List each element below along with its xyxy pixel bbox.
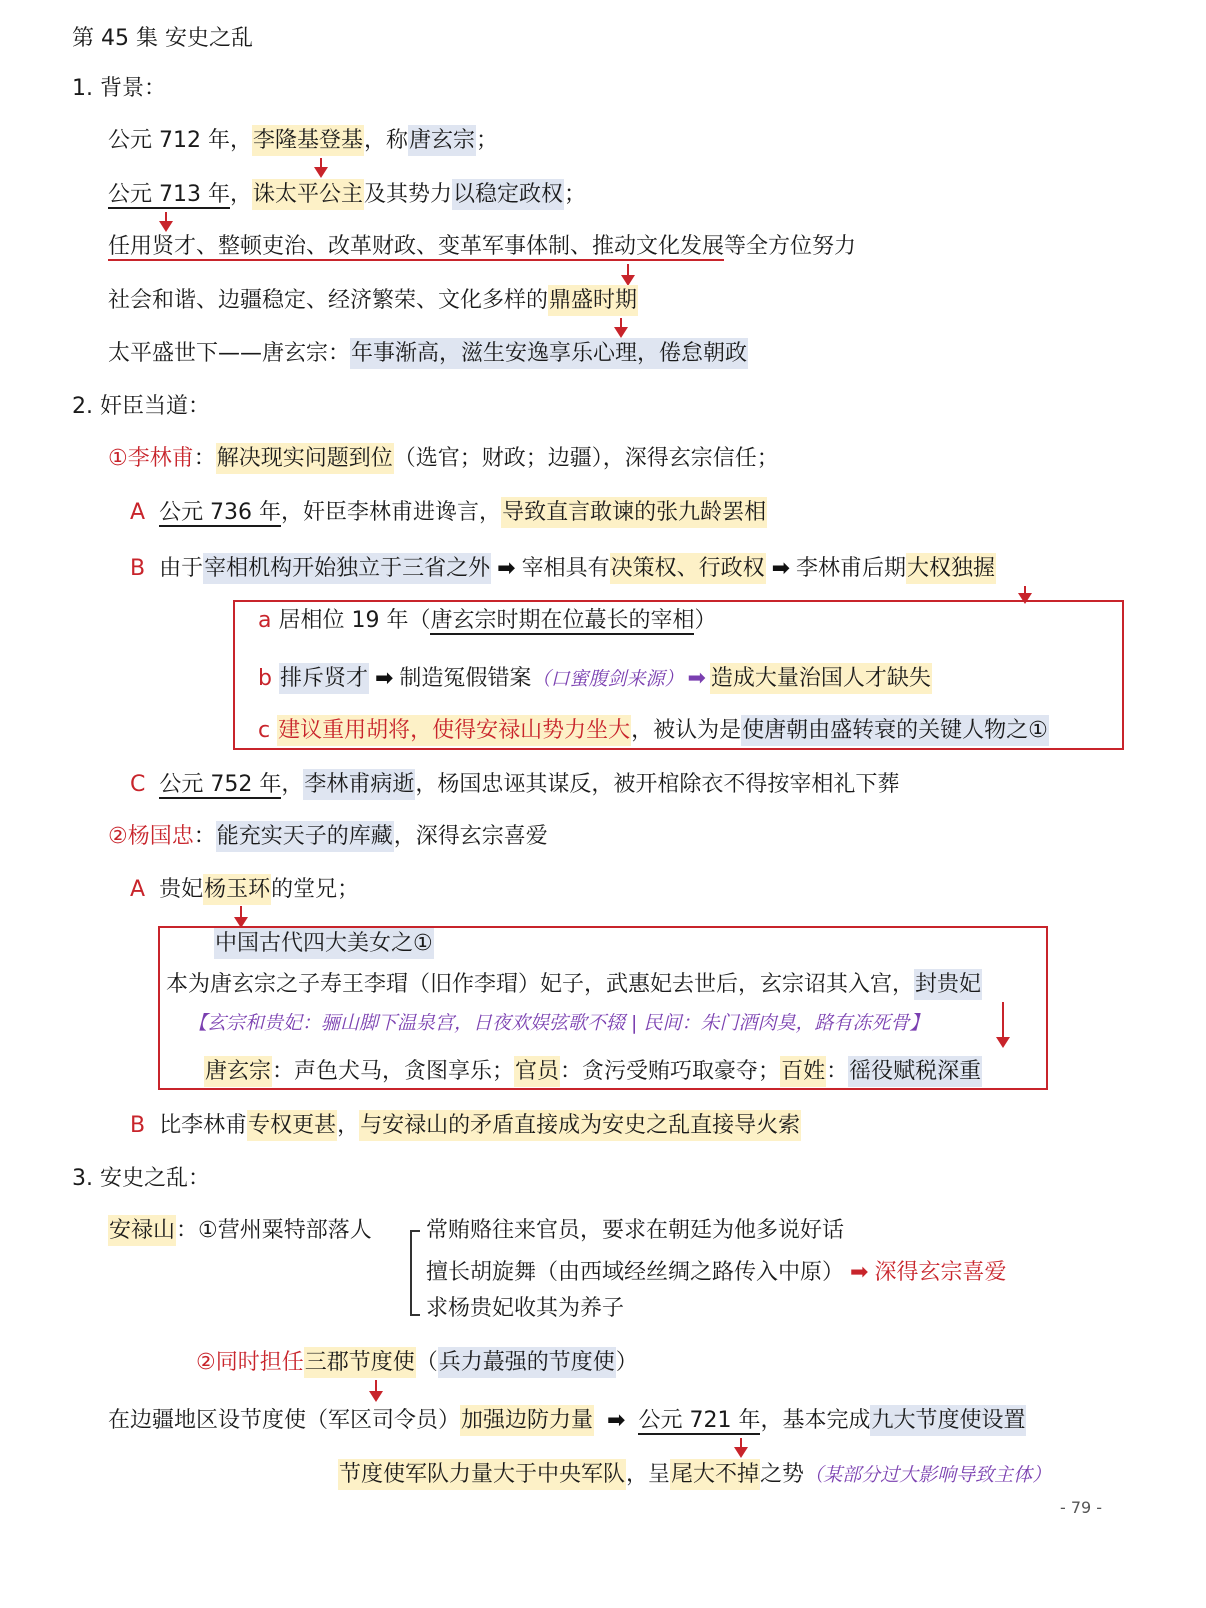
highlight: 排斥贤才: [279, 663, 369, 694]
text: ，被认为是: [631, 718, 742, 743]
bracket-item-2: [426, 1258, 1006, 1288]
marker: A: [130, 500, 146, 525]
highlight: 诛太平公主: [252, 179, 364, 210]
text: 李林甫后期: [796, 556, 907, 581]
bg-line-1: [108, 126, 498, 156]
arrow-right-icon: ➡: [771, 556, 791, 581]
down-arrow: [627, 264, 629, 276]
text: （: [415, 1350, 438, 1375]
text: 等全方位努力: [724, 234, 857, 259]
highlight: 中国古代四大美女之①: [214, 928, 434, 959]
text: ：: [193, 824, 216, 849]
down-arrow: [240, 906, 242, 918]
text: 太平盛世下——唐玄宗：: [108, 341, 351, 366]
highlight: 能充实天子的库藏: [216, 821, 394, 852]
highlight: 大权独握: [906, 553, 996, 584]
section-3-heading: 3. 安史之乱：: [72, 1166, 210, 1191]
section-1-heading: 1. 背景：: [72, 76, 166, 101]
bracket-item-3: 求杨贵妃收其为养子: [426, 1296, 625, 1321]
down-arrow: [1002, 1002, 1004, 1038]
text: 公元 736 年: [159, 500, 282, 525]
arrow-right-icon: ➡: [497, 556, 516, 581]
arrow-right-icon: ➡: [607, 1408, 626, 1433]
text: 深得玄宗喜爱: [874, 1260, 1007, 1285]
li-linfu-line: [108, 444, 779, 474]
highlight: 兵力蕞强的节度使: [438, 1347, 616, 1378]
highlight: 以稳定政权: [452, 179, 564, 210]
highlight: 解决现实问题到位: [216, 443, 394, 474]
marker: b: [258, 666, 272, 691]
highlight: 唐玄宗: [204, 1056, 272, 1087]
text: 本为唐玄宗之子寿王李瑁（旧作李瑁）妃子，武惠妃去世后，玄宗诏其入宫，: [166, 972, 915, 997]
yang-guozhong-item-a: [130, 875, 359, 905]
box2-annotation: 【玄宗和贵妃：骊山脚下温泉宫，日夜欢娱弦歌不辍 | 民间：朱门酒肉臭，路有冻死骨】: [188, 1012, 929, 1034]
marker: a: [258, 608, 272, 633]
text: 公元 713 年: [108, 182, 230, 207]
text: ，: [229, 182, 252, 207]
text: 比李林甫: [159, 1113, 248, 1138]
bracket-item-1: 常贿赂往来官员，要求在朝廷为他多说好话: [426, 1218, 845, 1243]
highlight: 年事渐高，滋生安逸享乐心理，倦怠朝政: [350, 338, 748, 369]
highlight: 唐玄宗: [408, 125, 476, 156]
text: 及其势力: [364, 182, 453, 207]
down-arrow: [320, 158, 322, 168]
text: ：: [826, 1059, 849, 1084]
text: 的堂兄；: [271, 877, 360, 902]
highlight: 李隆基登基: [252, 125, 364, 156]
highlight: 尾大不掉: [670, 1459, 760, 1490]
text: ①李林甫: [108, 446, 194, 471]
marker: B: [130, 1113, 146, 1138]
highlight: 使唐朝由盛转衰的关键人物之①: [741, 715, 1049, 746]
down-arrow: [740, 1438, 742, 1448]
box2-line-4: [204, 1057, 982, 1087]
bracket: [410, 1230, 420, 1316]
text: ，奸臣李林甫进谗言，: [281, 500, 502, 525]
highlight: 建议重用胡将，使得安禄山势力坐大: [277, 715, 631, 746]
down-arrow: [1024, 586, 1026, 594]
text: 公元 752 年: [159, 772, 282, 797]
text: ）: [694, 608, 717, 633]
text: ，呈: [626, 1462, 671, 1487]
text: （选官；财政；边疆），深得玄宗信任；: [393, 446, 779, 471]
text: ，称: [364, 128, 409, 153]
jiedushi-line: [108, 1406, 1026, 1436]
text: 贵妃: [159, 877, 204, 902]
highlight: 节度使军队力量大于中央军队: [338, 1459, 626, 1490]
highlight: 造成大量治国人才缺失: [710, 663, 932, 694]
text: 任用贤才、整顿吏治、改革财政、变革军事体制、推动文化发展: [108, 234, 725, 259]
text: ：贪污受贿巧取豪夺；: [560, 1059, 781, 1084]
marker: C: [130, 772, 146, 797]
li-linfu-item-b: [130, 554, 996, 584]
text: ②同时担任: [196, 1350, 304, 1375]
yang-guozhong-item-b: [130, 1111, 801, 1141]
page-title: 第 45 集 安史之乱: [72, 26, 253, 51]
bg-line-3: [108, 232, 856, 262]
highlight: 与安禄山的矛盾直接成为安史之乱直接导火索: [359, 1110, 801, 1141]
box1-line-c: [258, 716, 1049, 746]
text: 公元 721 年: [638, 1408, 761, 1433]
highlight: 加强边防力量: [460, 1405, 594, 1436]
marker: c: [258, 718, 271, 743]
highlight: 九大节度使设置: [870, 1405, 1026, 1436]
highlight: 鼎盛时期: [548, 285, 638, 316]
highlight: 封贵妃: [914, 969, 982, 1000]
text: ：: [193, 446, 216, 471]
bg-line-4: [108, 286, 638, 316]
section-2-heading: 2. 奸臣当道：: [72, 394, 210, 419]
annotation: （某部分过大影响导致主体）: [804, 1464, 1052, 1486]
box2-line-2: [166, 970, 982, 1000]
an-lushan-point-2: [196, 1348, 638, 1378]
text: ；: [564, 182, 587, 207]
text: 公元 712 年，: [108, 128, 252, 153]
highlight: 三郡节度使: [304, 1347, 416, 1378]
yang-guozhong-line: [108, 822, 548, 852]
text: 由于: [159, 556, 204, 581]
text: ：声色犬马，贪图享乐；: [272, 1059, 515, 1084]
text: 唐玄宗时期在位蕞长的宰相: [430, 608, 695, 633]
down-arrow: [375, 1380, 377, 1392]
jiedushi-result-line: [338, 1460, 1051, 1490]
text: 擅长胡旋舞（由西域经丝绸之路传入中原）: [426, 1260, 845, 1285]
highlight: 官员: [514, 1056, 560, 1087]
highlight: 宰相机构开始独立于三省之外: [203, 553, 491, 584]
down-arrow: [165, 212, 167, 222]
marker: B: [130, 556, 146, 581]
text: ，杨国忠诬其谋反，被开棺除衣不得按宰相礼下葬: [415, 772, 900, 797]
text: 宰相具有: [521, 556, 610, 581]
text: ，基本完成: [760, 1408, 871, 1433]
li-linfu-item-c: [130, 770, 899, 800]
highlight: 决策权、行政权: [610, 553, 766, 584]
down-arrow: [620, 318, 622, 328]
text: ②杨国忠: [108, 824, 194, 849]
highlight: 李林甫病逝: [303, 769, 415, 800]
arrow-right-icon: ➡: [850, 1260, 869, 1285]
text: ；: [476, 128, 499, 153]
text: 在边疆地区设节度使（军区司令员）: [108, 1408, 461, 1433]
text: ，: [337, 1113, 360, 1138]
an-lushan-line: [108, 1216, 372, 1246]
text: ，深得玄宗喜爱: [393, 824, 548, 849]
box1-line-b: [258, 664, 932, 694]
text: ）: [615, 1350, 638, 1375]
box1-line-a: [258, 606, 717, 636]
highlight: 杨玉环: [203, 874, 271, 905]
bg-line-5: [108, 339, 748, 369]
li-linfu-item-a: [130, 498, 767, 528]
highlight: 百姓: [780, 1056, 826, 1087]
text: 社会和谐、边疆稳定、经济繁荣、文化多样的: [108, 288, 549, 313]
annotation: （口蜜腹剑来源）: [531, 668, 684, 690]
page-number: - 79 -: [1060, 1498, 1103, 1517]
highlight: 导致直言敢谏的张九龄罢相: [501, 497, 767, 528]
box2-line-1: [214, 929, 434, 959]
text: ：①营州粟特部落人: [176, 1218, 372, 1243]
highlight: 专权更甚: [247, 1110, 337, 1141]
text: ，: [281, 772, 304, 797]
bg-line-2: [108, 180, 586, 210]
text: 之势: [760, 1462, 805, 1487]
highlight: 安禄山: [108, 1215, 176, 1246]
marker: A: [130, 877, 146, 902]
text: 居相位 19 年（: [278, 608, 431, 633]
highlight: 徭役赋税深重: [848, 1056, 982, 1087]
arrow-right-icon: ➡: [687, 666, 706, 691]
arrow-right-icon: ➡: [374, 666, 394, 691]
text: 制造冤假错案: [399, 666, 532, 691]
